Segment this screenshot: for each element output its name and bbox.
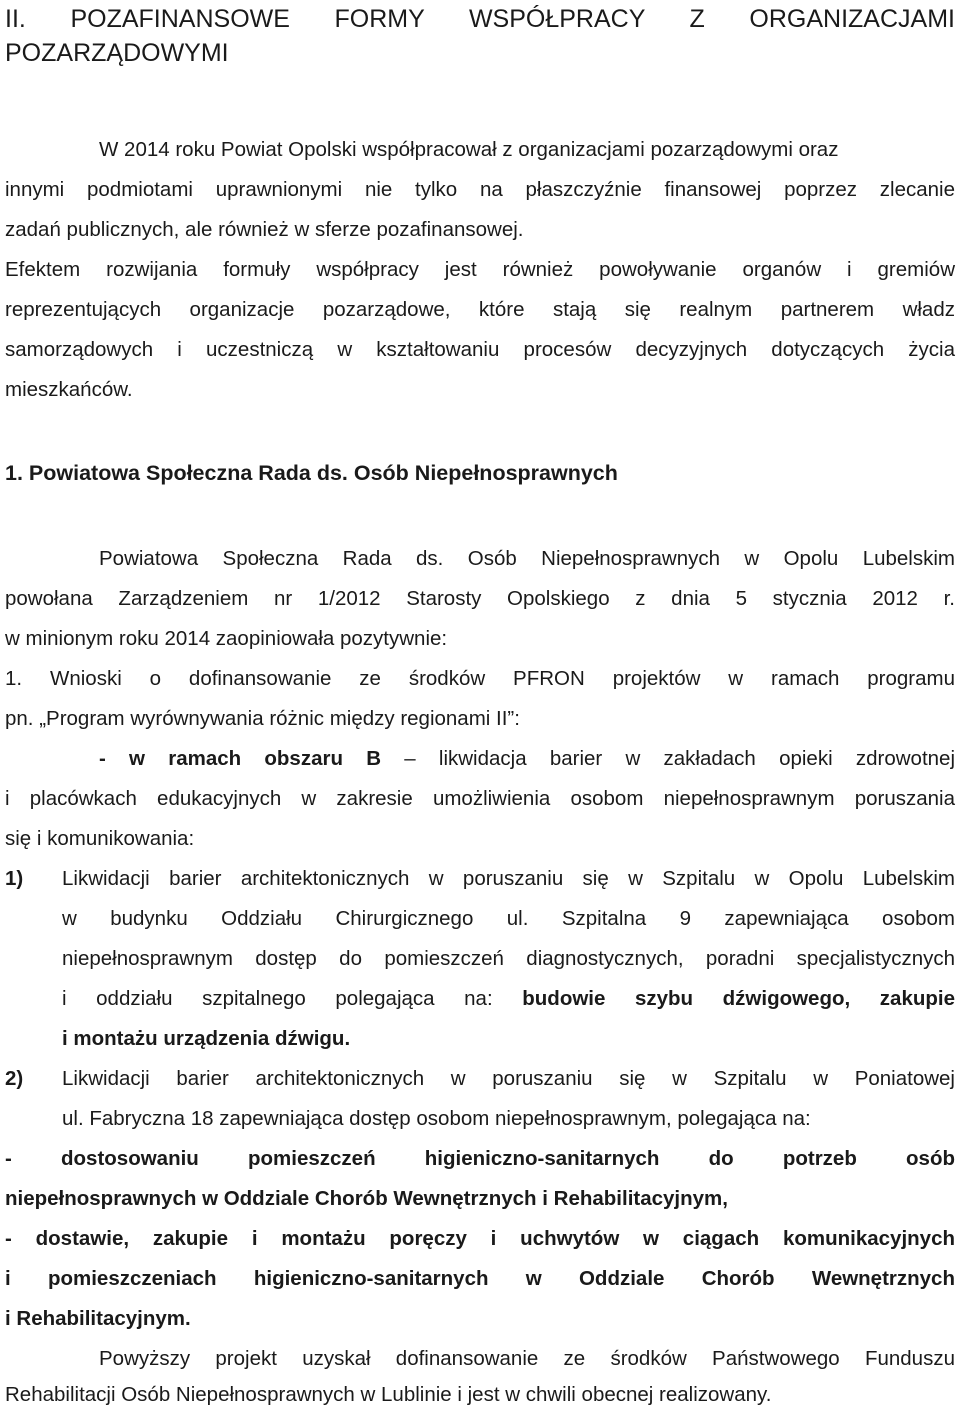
item2-line1: Likwidacji barier architektonicznych w poruszaniu się w Szpitalu w Poniatowej [62,1067,955,1090]
item1-line3: niepełnosprawnym dostęp do pomieszczeń diagnostycznych, poradni specjalistycznych [62,947,955,970]
bullet2-line1: - dostawie, zakupie i montażu poręczy i uchwytów w ciągach komunikacyjnych [5,1227,955,1250]
bullet2-line2: i pomieszczeniach higieniczno-sanitarnych w Oddziale Chorób Wewnętrznych [5,1267,955,1290]
section-line3: w minionym roku 2014 zaopiniowała pozytywnie: [5,627,448,650]
item2-number: 2) [5,1067,24,1090]
closing-line1: Powyższy projekt uzyskał dofinansowanie ze środków Państwowego Funduszu [99,1347,955,1370]
area-b-description: – likwidacja barier w zakładach opieki zdrowotnej [404,747,955,770]
intro-line6: samorządowych i uczestniczą w kształtowaniu procesów decyzyjnych dotyczących życia [5,338,955,361]
item1-line5: i montażu urządzenia dźwigu. [62,1027,351,1050]
intro-line4: Efektem rozwijania formuły współpracy jest również powoływanie organów i gremiów [5,258,955,281]
closing-line2: Rehabilitacji Osób Niepełnosprawnych w Lublinie i jest w chwili obecnej realizowany. [5,1383,772,1406]
chapter-heading-line1: II. POZAFINANSOWE FORMY WSPÓŁPRACY Z ORGANIZACJAMI [5,5,955,33]
item1-line4-text: i oddziału szpitalnego polegająca na: [62,987,493,1010]
bullet2-line3: i Rehabilitacyjnym. [5,1307,191,1330]
area-b-label: - w ramach obszaru B [99,747,382,770]
section-line5: pn. „Program wyrównywania różnic między regionami II”: [5,707,520,730]
intro-line2: innymi podmiotami uprawnionymi nie tylko na płaszczyźnie finansowej poprzez zlecanie [5,178,955,201]
section-line7: i placówkach edukacyjnych w zakresie umożliwienia osobom niepełnosprawnym poruszania [5,787,955,810]
chapter-heading-line2: POZARZĄDOWYMI [5,39,229,67]
item1-line2: w budynku Oddziału Chirurgicznego ul. Szpitalna 9 zapewniająca osobom [62,907,955,930]
item1-number: 1) [5,867,24,890]
intro-line1: W 2014 roku Powiat Opolski współpracował z organizacjami pozarządowymi oraz [99,138,839,161]
intro-line3: zadań publicznych, ale również w sferze pozafinansowej. [5,218,524,241]
item1-line4-bold: budowie szybu dźwigowego, zakupie [522,987,955,1010]
section-line2: powołana Zarządzeniem nr 1/2012 Starosty Opolskiego z dnia 5 stycznia 2012 r. [5,587,955,610]
section-line4: 1. Wnioski o dofinansowanie ze środków PFRON projektów w ramach programu [5,667,955,690]
item2-line2: ul. Fabryczna 18 zapewniająca dostęp osobom niepełnosprawnym, polegająca na: [62,1107,811,1130]
intro-line5: reprezentujących organizacje pozarządowe, które stają się realnym partnerem władz [5,298,955,321]
item1-line4 [62,987,955,1011]
intro-line7: mieszkańców. [5,378,133,401]
section-line8: się i komunikowania: [5,827,195,850]
section-line1: Powiatowa Społeczna Rada ds. Osób Niepełnosprawnych w Opolu Lubelskim [99,547,955,570]
bullet1-line1: - dostosowaniu pomieszczeń higieniczno-sanitarnych do potrzeb osób [5,1147,955,1170]
item1-line1: Likwidacji barier architektonicznych w poruszaniu się w Szpitalu w Opolu Lubelskim [62,867,955,890]
bullet1-line2: niepełnosprawnych w Oddziale Chorób Wewnętrznych i Rehabilitacyjnym, [5,1187,728,1210]
section-line6 [99,747,955,771]
section-title: 1. Powiatowa Społeczna Rada ds. Osób Niepełnosprawnych [5,461,618,485]
